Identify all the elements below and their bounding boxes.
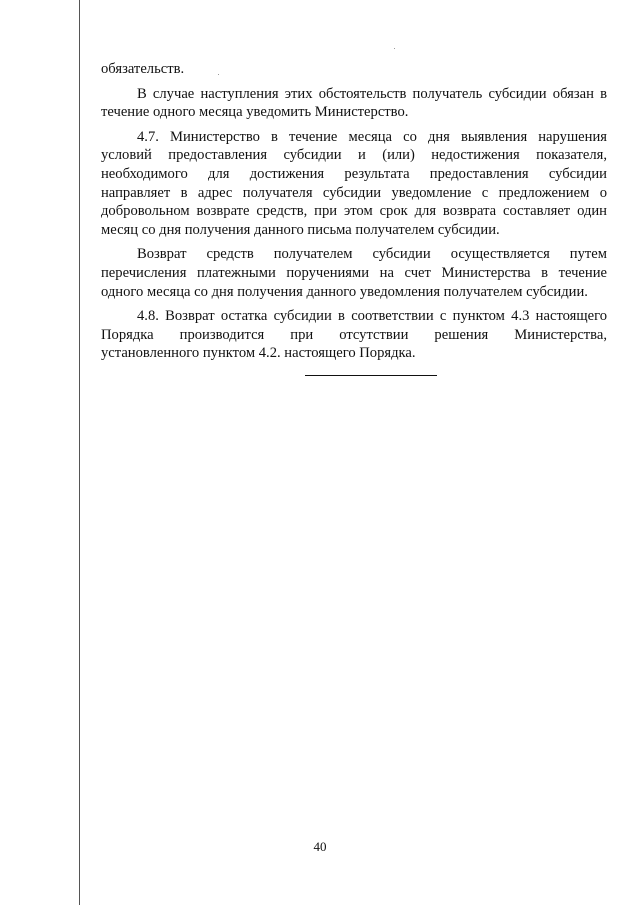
paragraph-notification bbox=[101, 85, 607, 122]
page-number: 40 bbox=[313, 839, 327, 854]
text-line: условий предоставления субсидии и (или) недостижения показателя, bbox=[101, 147, 607, 164]
text-line: установленного пунктом 4.2. настоящего Порядка. bbox=[101, 345, 416, 362]
text-line: обязательств. bbox=[101, 61, 185, 77]
paragraph-4-8 bbox=[101, 307, 607, 363]
closing-rule bbox=[305, 375, 437, 376]
paragraph-refund bbox=[101, 245, 607, 301]
text-line: Возврат средств получателем субсидии осуществляется путем bbox=[137, 246, 607, 263]
text-line: перечисления платежными поручениями на счет Министерства в течение bbox=[101, 264, 607, 281]
text-line: добровольном возврате средств, при этом срок для возврата составляет один bbox=[101, 203, 607, 220]
paragraph-continuation bbox=[101, 60, 607, 79]
paragraph-4-7 bbox=[101, 128, 607, 240]
text-line: течение одного месяца уведомить Министерство. bbox=[101, 104, 409, 121]
text-line: Порядка производится при отсутствии решения Министерства, bbox=[101, 326, 607, 343]
document-body bbox=[101, 60, 607, 363]
text-line: В случае наступления этих обстоятельств получатель субсидии обязан в bbox=[137, 85, 607, 102]
text-line: направляет в адрес получателя субсидии уведомление с предложением о bbox=[101, 184, 607, 201]
left-margin-line bbox=[79, 0, 80, 905]
text-line: 4.8. Возврат остатка субсидии в соответствии с пунктом 4.3 настоящего bbox=[137, 308, 607, 325]
text-line: необходимого для достижения результата предоставления субсидии bbox=[101, 165, 607, 182]
scan-speck bbox=[394, 48, 395, 49]
text-line: месяц со дня получения данного письма получателем субсидии. bbox=[101, 221, 500, 238]
text-line: 4.7. Министерство в течение месяца со дня выявления нарушения bbox=[137, 128, 607, 145]
scan-speck bbox=[218, 74, 219, 75]
text-line: одного месяца со дня получения данного уведомления получателем субсидии. bbox=[101, 283, 588, 300]
